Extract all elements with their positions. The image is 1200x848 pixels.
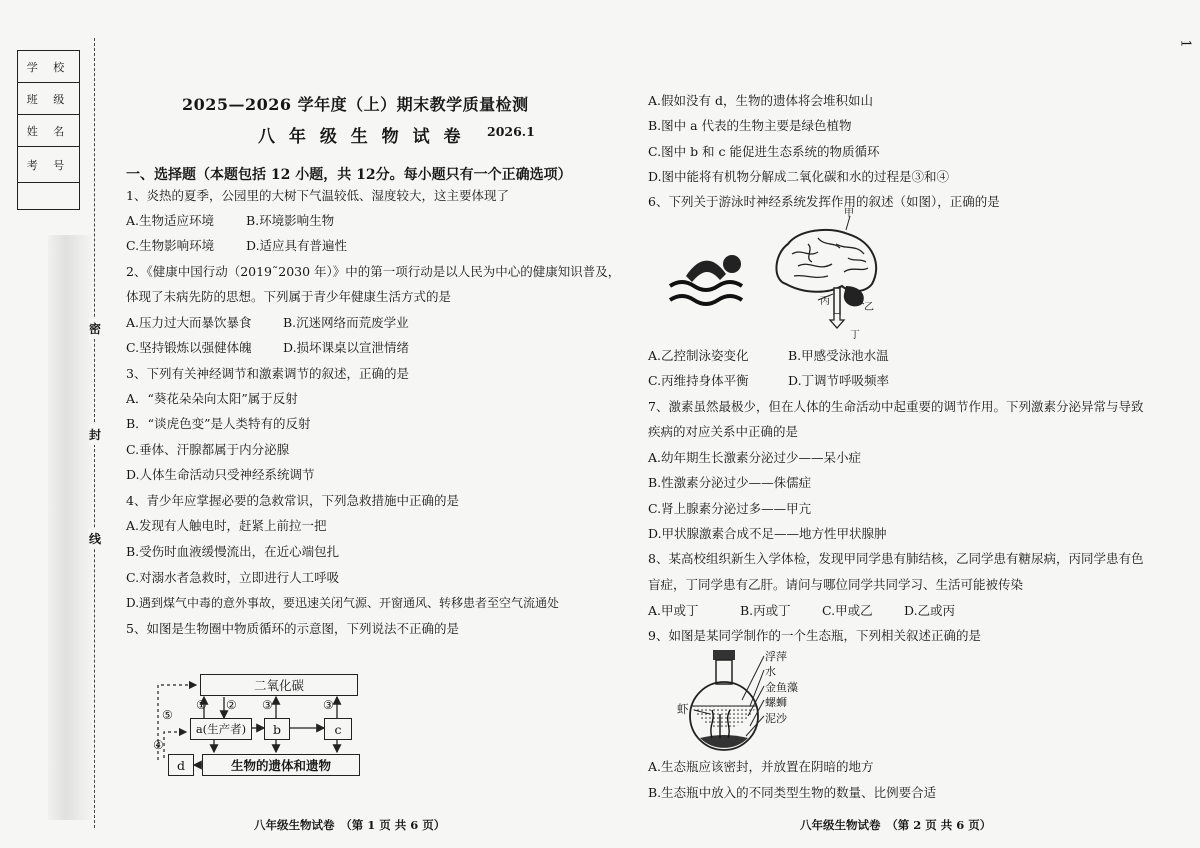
binding-char-feng: 封 (89, 424, 101, 445)
q9-label-water: 水 (765, 665, 776, 678)
q3-option-b: B．“谈虎色变”是人类特有的反射 (126, 416, 311, 431)
q4-option-d: D.遇到煤气中毒的意外事故，要迅速关闭气源、开窗通风、转移患者至空气流通处 (126, 596, 560, 610)
info-label-exam-number: 考 号 (18, 147, 79, 183)
q2-stem-line1: 2、《健康中国行动（2019˜2030 年）》中的第一项行动是以人民为中心的健康知识普及， (126, 264, 621, 279)
q8-option-b: B.丙或丁 (740, 603, 791, 618)
info-label-name: 姓 名 (18, 115, 79, 147)
q2-stem-line2: 体现了未病先防的思想。下列属于青少年健康生活方式的是 (126, 289, 452, 304)
q8-stem-line1: 8、某高校组织新生入学体检，发现甲同学患有肺结核，乙同学患有糖尿病，丙同学患有色 (648, 551, 1144, 566)
info-label-class: 班 级 (18, 83, 79, 115)
q9-label-mud: 泥沙 (765, 712, 787, 725)
q6-option-d: D.丁调节呼吸频率 (788, 373, 890, 388)
q6-label-jia: 甲 (844, 208, 854, 219)
q1-option-d: D.适应具有普遍性 (246, 238, 348, 253)
q6-option-b: B.甲感受泳池水温 (788, 348, 889, 363)
q3-option-a: A．“葵花朵朵向太阳”属于反射 (126, 391, 298, 406)
q6-label-bing: 丙 (820, 296, 830, 307)
q6-figure (668, 208, 888, 344)
q5-label-2: ② (226, 698, 237, 712)
q5-label-1: ① (196, 698, 207, 712)
q8-option-c: C.甲或乙 (822, 603, 873, 618)
q9-option-a: A.生态瓶应该密封，并放置在阴暗的地方 (648, 759, 874, 774)
q8-option-d: D.乙或丙 (904, 603, 956, 618)
brain-icon (776, 216, 876, 328)
q4-option-b: B.受伤时血液缓慢流出，在近心端包扎 (126, 544, 340, 559)
q3-stem: 3、下列有关神经调节和激素调节的叙述，正确的是 (126, 366, 409, 381)
q2-option-d: D.损坏课桌以宣泄情绪 (283, 340, 410, 355)
q7-option-b: B.性激素分泌过少——侏儒症 (648, 475, 812, 490)
q9-ecobottle-figure (672, 648, 812, 753)
q9-bottle-drawing (672, 648, 812, 753)
q7-stem-line2: 疾病的对应关系中正确的是 (648, 424, 799, 439)
q5-producer-box: a(生产者) (190, 718, 252, 740)
exam-date: 2026.1 (487, 124, 535, 139)
q5-cycle-diagram (140, 662, 380, 792)
q7-option-a: A.幼年期生长激素分泌过少——呆小症 (648, 450, 862, 465)
q9-label-duckweed: 浮萍 (765, 650, 787, 663)
binding-char-xian: 线 (89, 528, 101, 549)
exam-title: 2025—2026 学年度（上）期末教学质量检测 (182, 95, 529, 114)
footer-page-2: 八年级生物试卷 （第 2 页 共 6 页） (800, 818, 992, 832)
q5-label-3a: ③ (262, 698, 273, 712)
q4-option-a: A.发现有人触电时，赶紧上前拉一把 (126, 518, 327, 533)
q5-b-box: b (264, 718, 290, 740)
q5-co2-box: 二氧化碳 (200, 674, 358, 696)
student-info-box (17, 50, 80, 210)
q9-option-b: B.生态瓶中放入的不同类型生物的数量、比例要合适 (648, 785, 937, 800)
q1-option-b: B.环境影响生物 (246, 213, 335, 228)
q5-d-box: d (168, 754, 194, 776)
q8-option-a: A.甲或丁 (648, 603, 699, 618)
q2-option-b: B.沉迷网络而荒废学业 (283, 315, 409, 330)
q6-option-a: A.乙控制泳姿变化 (648, 348, 749, 363)
section-heading: 一、选择题（本题包括 12 小题，共 12分。每小题只有一个正确选项） (126, 167, 572, 183)
q9-label-algae: 金鱼藻 (765, 681, 798, 694)
q3-option-d: D.人体生命活动只受神经系统调节 (126, 467, 315, 482)
q6-label-yi: 乙 (864, 302, 874, 313)
q2-option-a: A.压力过大而暴饮暴食 (126, 315, 252, 330)
q5-option-b: B.图中 a 代表的生物主要是绿色植物 (648, 118, 852, 133)
exam-subtitle: 八 年 级 生 物 试 卷 (258, 127, 465, 147)
q7-option-c: C.肾上腺素分泌过多——甲亢 (648, 501, 812, 516)
q9-stem: 9、如图是某同学制作的一个生态瓶，下列相关叙述正确的是 (648, 628, 981, 643)
q5-label-5: ⑤ (162, 708, 173, 722)
q8-stem-line2: 盲症，丁同学患有乙肝。请问与哪位同学共同学习、生活可能被传染 (648, 577, 1024, 592)
q6-label-ding: 丁 (850, 330, 860, 341)
q5-option-a: A.假如没有 d，生物的遗体将会堆积如山 (648, 93, 873, 108)
q5-label-3b: ③ (323, 698, 334, 712)
q9-label-shrimp: 虾 (677, 702, 689, 716)
q7-option-d: D.甲状腺激素合成不足——地方性甲状腺肿 (648, 526, 887, 541)
q4-option-c: C.对溺水者急救时，立即进行人工呼吸 (126, 570, 340, 585)
q1-option-a: A.生物适应环境 (126, 213, 215, 228)
binding-char-mi: 密 (89, 318, 101, 339)
q7-stem-line1: 7、激素虽然最极少，但在人体的生命活动中起重要的调节作用。下列激素分泌异常与导致 (648, 399, 1144, 414)
info-label-school: 学 校 (18, 51, 79, 83)
q9-label-snail: 螺蛳 (765, 696, 787, 709)
q3-option-c: C.垂体、汗腺都属于内分泌腺 (126, 442, 290, 457)
q5-stem: 5、如图是生物圈中物质循环的示意图，下列说法不正确的是 (126, 621, 459, 636)
q6-swimmer-brain-figure (668, 214, 888, 344)
q4-stem: 4、青少年应掌握必要的急救常识，下列急救措施中正确的是 (126, 493, 459, 508)
q5-remains-box: 生物的遗体和遗物 (202, 754, 360, 776)
q1-stem: 1、炎热的夏季，公园里的大树下气温较低、湿度较大，这主要体现了 (126, 188, 509, 203)
scan-shadow (48, 235, 92, 820)
q6-option-c: C.丙维持身体平衡 (648, 373, 749, 388)
q5-label-4: ④ (153, 738, 164, 752)
q5-c-box: c (324, 718, 352, 740)
q2-option-c: C.坚持锻炼以强健体魄 (126, 340, 252, 355)
corner-number: 1 (1177, 39, 1193, 48)
q5-option-c: C.图中 b 和 c 能促进生态系统的物质循环 (648, 144, 880, 159)
swimmer-icon (670, 255, 742, 304)
q5-option-d: D.图中能将有机物分解成二氧化碳和水的过程是③和④ (648, 169, 950, 184)
q1-option-c: C.生物影响环境 (126, 238, 215, 253)
q6-stem: 6、下列关于游泳时神经系统发挥作用的叙述（如图），正确的是 (648, 194, 1000, 209)
footer-page-1: 八年级生物试卷 （第 1 页 共 6 页） (254, 818, 446, 832)
